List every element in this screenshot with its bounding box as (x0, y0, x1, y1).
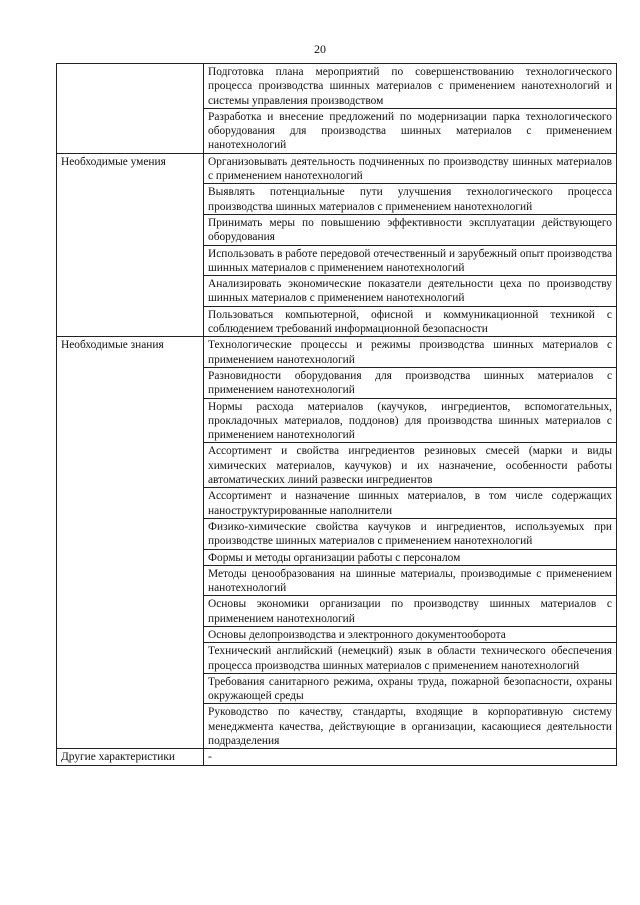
requirement-item: Ассортимент и свойства ингредиентов резиновых смесей (марки и виды химических материалов, каучуков) и их назначение, особенности работы автоматических линий развески ингредиентов (204, 443, 617, 488)
requirement-item: Руководство по качеству, стандарты, входящие в корпоративную систему менеджмента качества, действующие в организации, касающиеся деятельности подразделения (204, 704, 617, 749)
requirement-item: Технологические процессы и режимы производства шинных материалов с применением нанотехнологий (204, 337, 617, 368)
requirement-item: Использовать в работе передовой отечественный и зарубежный опыт производства шинных материалов с применением нанотехнологий (204, 245, 617, 276)
section-heading: Другие характеристики (57, 749, 204, 765)
requirement-item: Методы ценообразования на шинные материалы, производимые с применением нанотехнологий (204, 565, 617, 596)
requirement-item: Физико-химические свойства каучуков и ингредиентов, используемых при производстве шинных материалов с применением нанотехнологий (204, 518, 617, 549)
requirement-item: Подготовка плана мероприятий по совершенствованию технологического процесса производства шинных материалов с применением нанотехнологий и системы управления производством (204, 64, 617, 109)
requirement-item: Организовывать деятельность подчиненных по производству шинных материалов с применением нанотехнологий (204, 153, 617, 184)
section-heading (57, 64, 204, 154)
requirement-item: Основы экономики организации по производству шинных материалов с применением нанотехнологий (204, 596, 617, 627)
requirement-item: Принимать меры по повышению эффективности эксплуатации действующего оборудования (204, 214, 617, 245)
section-heading: Необходимые знания (57, 337, 204, 749)
requirement-item: Формы и методы организации работы с персоналом (204, 549, 617, 565)
requirement-item: Основы делопроизводства и электронного документооборота (204, 626, 617, 642)
requirement-item: Пользоваться компьютерной, офисной и коммуникационной техникой с соблюдением требований информационной безопасности (204, 306, 617, 337)
section-heading: Необходимые умения (57, 153, 204, 337)
table-row (57, 64, 617, 109)
requirement-item: Разновидности оборудования для производства шинных материалов с применением нанотехнологий (204, 367, 617, 398)
requirement-item: Технический английский (немецкий) язык в области технического обеспечения процесса производства шинных материалов с применением нанотехнологий (204, 643, 617, 674)
requirement-item: Выявлять потенциальные пути улучшения технологического процесса производства шинных материалов с применением нанотехнологий (204, 184, 617, 215)
requirements-table-body (57, 64, 617, 766)
requirement-item: Требования санитарного режима, охраны труда, пожарной безопасности, охраны окружающей среды (204, 673, 617, 704)
table-row (57, 153, 617, 184)
requirements-table (56, 63, 617, 766)
requirement-item: Нормы расхода материалов (каучуков, ингредиентов, вспомогательных, прокладочных материалов, поддонов) для производства шинных материалов с применением нанотехнологий (204, 398, 617, 443)
table-row (57, 749, 617, 765)
page-number: 20 (314, 42, 326, 56)
requirement-item: Анализировать экономические показатели деятельности цеха по производству шинных материалов с применением нанотехнологий (204, 276, 617, 307)
requirement-item: - (204, 749, 617, 765)
table-row (57, 337, 617, 368)
requirement-item: Разработка и внесение предложений по модернизации парка технологического оборудования для производства шинных материалов с применением нанотехнологий (204, 108, 617, 153)
requirement-item: Ассортимент и назначение шинных материалов, в том числе содержащих наноструктурированные наполнители (204, 488, 617, 519)
